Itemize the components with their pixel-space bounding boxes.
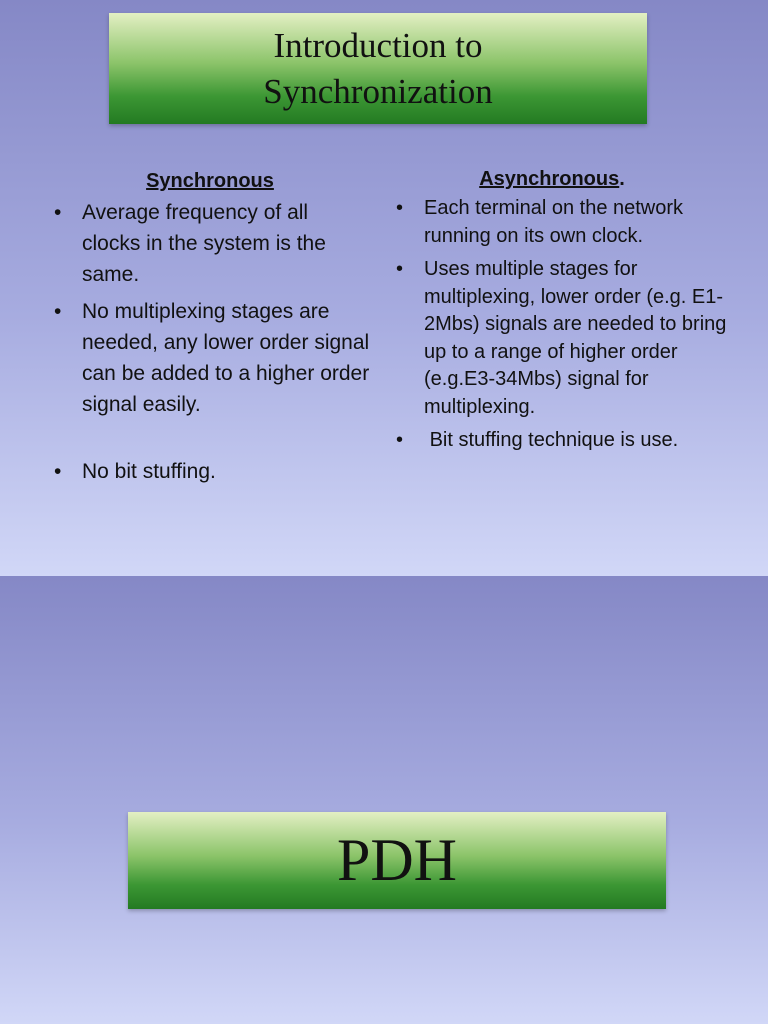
bullet-item: • Average frequency of all clocks in the system is the same. — [50, 197, 370, 290]
bullet-item: • No multiplexing stages are needed, any lower order signal can be added to a higher order signal easily. — [50, 296, 370, 420]
slide-title-box — [109, 13, 647, 124]
synchronous-heading: Synchronous — [146, 170, 274, 192]
slide-pdh — [0, 576, 768, 1024]
bullet-item: • Each terminal on the network running on its own clock. — [392, 195, 742, 250]
asynchronous-heading-text: Asynchronous — [479, 168, 620, 190]
title-line-1: Introduction to — [273, 25, 483, 65]
title-line-2: Synchronization — [263, 71, 493, 111]
heading-period: . — [619, 168, 625, 190]
pdh-title-box — [128, 812, 666, 909]
asynchronous-column — [392, 168, 742, 461]
synchronous-bullet-list — [50, 197, 370, 487]
asynchronous-heading — [392, 168, 712, 191]
asynchronous-bullet-list — [392, 195, 742, 455]
bullet-item: • No bit stuffing. — [50, 456, 370, 487]
bullet-item: • Bit stuffing technique is use. — [392, 427, 742, 455]
bullet-item: • Uses multiple stages for multiplexing, lower order (e.g. E1-2Mbs) signals are needed to bring up to a range of higher order (e.g.E3-34Mbs) signal for multiplexing. — [392, 256, 742, 421]
pdh-title: PDH — [336, 827, 458, 893]
synchronous-column — [50, 170, 370, 493]
